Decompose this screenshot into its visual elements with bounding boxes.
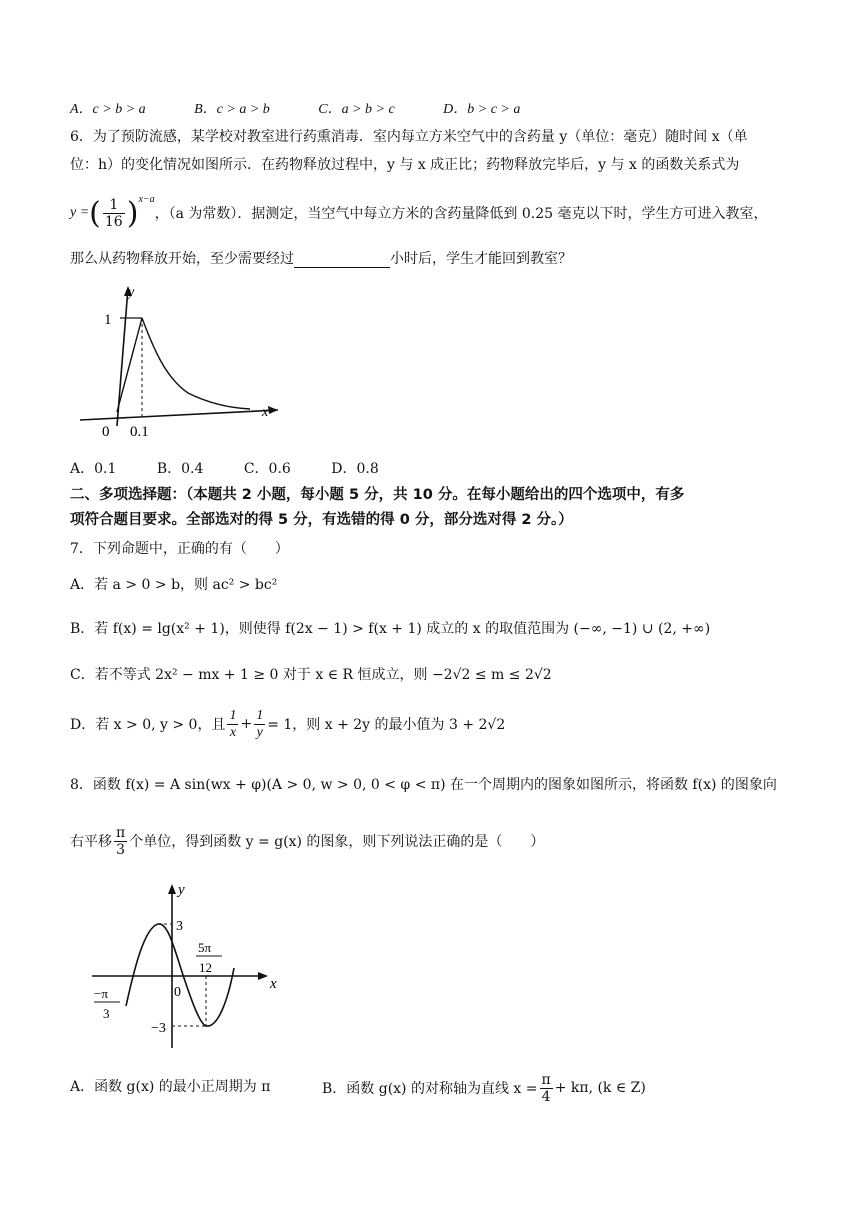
- q6-formula-exponent: x−a: [138, 193, 155, 205]
- tick-x: 0.1: [130, 424, 149, 440]
- q5-option-c: C．a > b > c: [318, 102, 395, 117]
- q5-option-a: A．c > b > a: [70, 102, 146, 117]
- q6-formula-lhs: y =: [70, 205, 90, 220]
- decay-curve: [142, 318, 250, 409]
- q7-fraction-2: $\frac{1}{y}$: [256, 707, 264, 740]
- left-num: −π: [94, 986, 108, 1001]
- q6-option-b: B．0.4: [156, 461, 204, 477]
- q6-line-4: 那么从药物释放开始，至少需要经过 小时后，学生才能回到教室？: [70, 251, 572, 267]
- section-2-line-1: 二、多项选择题：（本题共 2 小题，每小题 5 分，共 10 分。在每小题给出的四个选项中，有多: [70, 487, 685, 503]
- min-label: −3: [151, 1021, 166, 1036]
- left-den: 3: [103, 1006, 110, 1021]
- q7-option-a: A．若 a > 0 > b，则 ac² > bc²: [70, 577, 278, 593]
- y-label: y: [178, 882, 185, 898]
- section-2-line-2: 项符合题目要求。全部选对的得 5 分，有选错的得 0 分，部分选对得 2 分。）: [70, 512, 573, 528]
- x-label: x: [270, 976, 277, 992]
- origin-label: 0: [102, 424, 110, 440]
- q8-line-1: 8．函数 f(x) = A sin(wx + φ)(A > 0, w > 0, 0 < φ < π) 在一个周期内的图象如图所示，将函数 f(x) 的图象向: [70, 777, 777, 793]
- answer-blank: [294, 253, 390, 268]
- q7-option-d: D．若 x > 0, y > 0，且 $\frac{1}{x}$ + $\frac{1}{y}$ = 1，则 x + 2y 的最小值为 3 + 2√2: [70, 707, 506, 740]
- max-label: 3: [176, 919, 183, 934]
- tick-y: 1: [104, 312, 112, 328]
- q6-line-2: 位：h）的变化情况如图所示．在药物释放过程中，y 与 x 成正比；药物释放完毕后，y 与 x 的函数关系式为: [70, 157, 740, 173]
- q7-option-c: C．若不等式 2x² − mx + 1 ≥ 0 对于 x ∈ R 恒成立，则 −2√2 ≤ m ≤ 2√2: [70, 667, 552, 683]
- x-axis-arrow: [258, 972, 268, 980]
- x-axis-arrow: [268, 406, 278, 414]
- rising-segment: [117, 318, 142, 412]
- right-den: 12: [199, 960, 212, 975]
- origin-label: 0: [174, 985, 181, 1000]
- right-num: 5π: [198, 940, 212, 955]
- q8-shift-fraction: $\frac{\pi}{3}$: [116, 824, 126, 858]
- q7-fraction-1: $\frac{1}{x}$: [229, 707, 237, 740]
- q6-formula-line: y = ( $\frac{1}{16}$ ) $^{x-a}$ ，（a 为常数）．据测定，当空气中每立方米的含药量降低到 0.25 毫克以下时，学生方可进入教室，: [70, 193, 768, 231]
- q8-optb-fraction: $\frac{\pi}{4}$: [541, 1071, 551, 1105]
- sine-curve: [126, 924, 234, 1026]
- q5-options: [70, 98, 564, 118]
- x-label: x: [262, 405, 269, 420]
- q6-option-c: C．0.6: [243, 461, 291, 477]
- q6-options: [70, 458, 379, 478]
- q6-formula-fraction: $\frac{1}{16}$: [104, 196, 123, 230]
- q6-line-1: 6．为了预防流感，某学校对教室进行药熏消毒．室内每立方米空气中的含药量 y（单位：毫克）随时间 x（单: [70, 129, 748, 145]
- q5-option-b: B．c > a > b: [194, 102, 270, 117]
- q7-option-b: B．若 f(x) = lg(x² + 1)，则使得 f(2x − 1) > f(x + 1) 成立的 x 的取值范围为 (−∞, −1) ∪ (2, +∞): [70, 621, 711, 637]
- q8-line-2: 右平移 $\frac{\pi}{3}$ 个单位，得到函数 y = g(x) 的图象，则下列说法正确的是（ ）: [70, 824, 545, 858]
- q6-option-a: A．0.1: [70, 461, 117, 477]
- y-label: y: [128, 285, 135, 300]
- q8-option-a: A．函数 g(x) 的最小正周期为 π: [70, 1079, 271, 1095]
- x-axis: [80, 410, 278, 420]
- q8-graph: [88, 878, 288, 1056]
- y-axis-arrow: [168, 884, 176, 894]
- q5-option-d: D．b > c > a: [443, 102, 521, 117]
- q8-option-b: B．函数 g(x) 的对称轴为直线 x = $\frac{\pi}{4}$ + kπ, (k ∈ Z): [322, 1071, 646, 1105]
- q6-graph: [70, 278, 290, 443]
- q6-option-d: D．0.8: [331, 461, 379, 477]
- q7-stem: 7．下列命题中，正确的有（ ）: [70, 541, 289, 557]
- q6-line-3: ，（a 为常数）．据测定，当空气中每立方米的含药量降低到 0.25 毫克以下时，学生方可进入教室，: [154, 206, 768, 222]
